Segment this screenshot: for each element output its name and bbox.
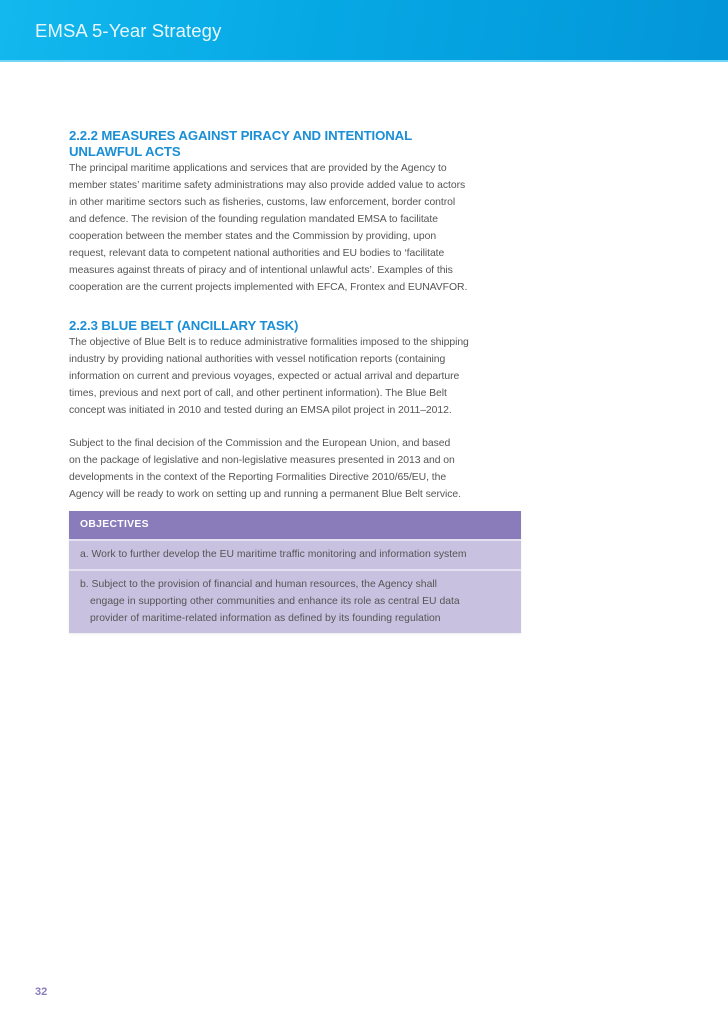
heading-line: UNLAWFUL ACTS [69, 144, 181, 159]
paragraph [69, 435, 521, 503]
text-line: Agency will be ready to work on setting up and running a permanent Blue Belt service. [69, 489, 461, 500]
heading-line: 2.2.2 MEASURES AGAINST PIRACY AND INTENTIONAL [69, 128, 413, 143]
objective-text: provider of maritime-related information as defined by its founding regulation [90, 613, 441, 624]
text-line: and defence. The revision of the founding regulation mandated EMSA to facilitate [69, 214, 438, 225]
text-line: developments in the context of the Reporting Formalities Directive 2010/65/EU, the [69, 472, 447, 483]
section-piracy-measures [69, 128, 521, 296]
objective-text: b. Subject to the provision of financial and human resources, the Agency shall [80, 579, 437, 590]
text-line: times, previous and next port of call, and other pertinent information). The Blue Belt [69, 388, 447, 399]
text-line: The objective of Blue Belt is to reduce administrative formalities imposed to the shipping [69, 337, 469, 348]
text-line: cooperation between the member states and the Commission by providing, upon [69, 231, 437, 242]
section-heading [69, 128, 521, 160]
text-line: The principal maritime applications and services that are provided by the Agency to [69, 163, 447, 174]
text-line: industry by providing national authorities with vessel notification reports (containing [69, 354, 446, 365]
objective-text: a. Work to further develop the EU maritime traffic monitoring and information system [80, 549, 467, 560]
objective-item-a [69, 539, 521, 569]
text-line: member states’ maritime safety administrations may also provide added value to actors [69, 180, 466, 191]
text-line: measures against threats of piracy and of intentional unlawful acts’. Examples of this [69, 265, 453, 276]
text-line: Subject to the final decision of the Commission and the European Union, and based [69, 438, 451, 449]
section-blue-belt [69, 318, 521, 503]
header-banner [0, 0, 728, 62]
main-content [69, 128, 521, 503]
objectives-header: OBJECTIVES [69, 511, 521, 539]
text-line: information on current and previous voyages, expected or actual arrival and departure [69, 371, 460, 382]
text-line: on the package of legislative and non-legislative measures presented in 2013 and on [69, 455, 455, 466]
page-number: 32 [35, 986, 48, 998]
heading-line: 2.2.3 BLUE BELT (ANCILLARY TASK) [69, 318, 299, 333]
text-line: concept was initiated in 2010 and tested during an EMSA pilot project in 2011–2012. [69, 405, 452, 416]
objective-item-b [69, 569, 521, 633]
section-heading [69, 318, 521, 334]
paragraph [69, 334, 521, 419]
document-title: EMSA 5-Year Strategy [35, 20, 222, 41]
text-line: in other maritime sectors such as fisheries, customs, law enforcement, border control [69, 197, 456, 208]
objectives-table [69, 511, 521, 633]
paragraph [69, 160, 521, 296]
text-line: cooperation are the current projects implemented with EFCA, Frontex and EUNAVFOR. [69, 282, 468, 293]
objective-text: engage in supporting other communities and enhance its role as central EU data [90, 596, 460, 607]
text-line: request, relevant data to competent national authorities and EU bodies to ‘facilitate [69, 248, 445, 259]
